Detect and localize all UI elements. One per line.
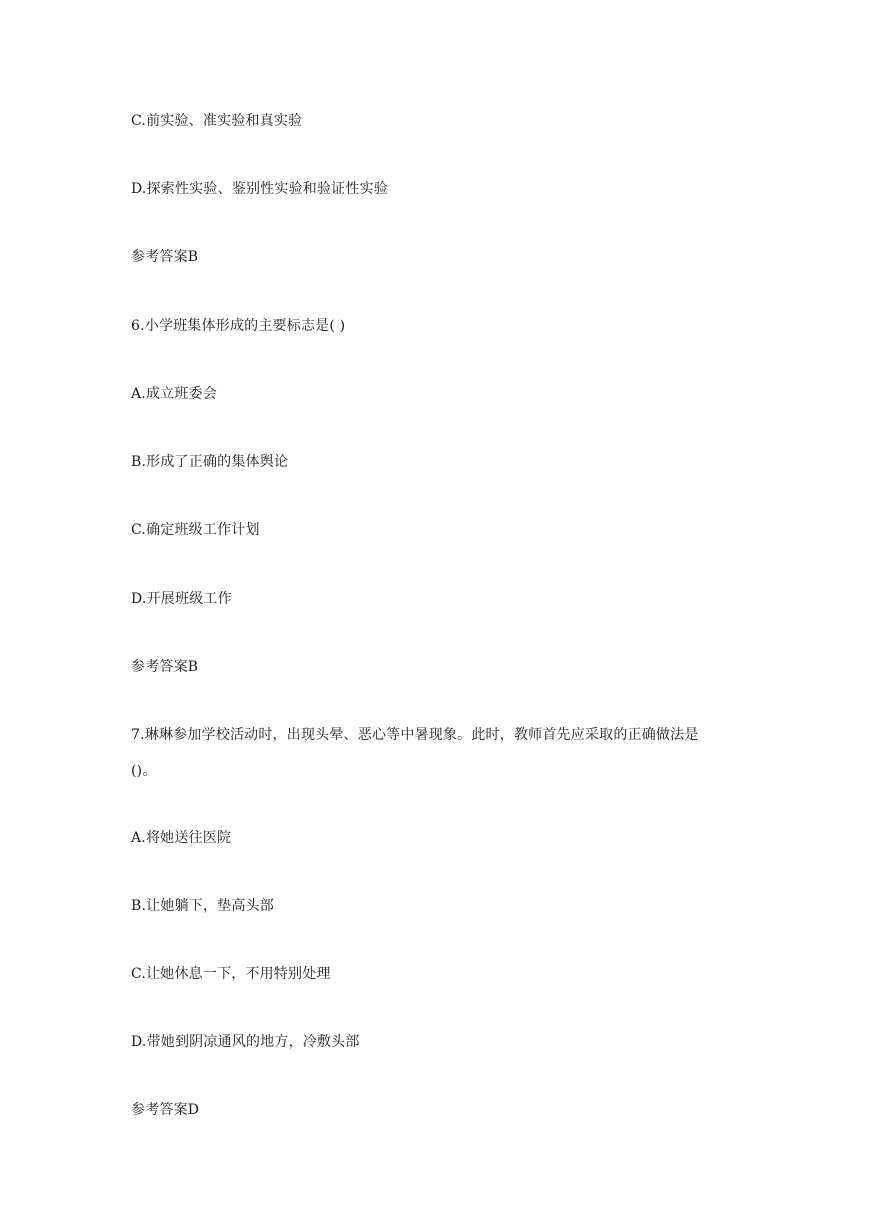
q6-option-d: D.开展班级工作 [131, 591, 232, 607]
q7-answer: 参考答案D [131, 1102, 200, 1118]
q7-stem-line1: 7.琳琳参加学校活动时，出现头晕、恶心等中暑现象。此时，教师首先应采取的正确做法是 [131, 727, 699, 743]
q7-option-c: C.让她休息一下，不用特别处理 [131, 966, 331, 982]
q7-option-b: B.让她躺下，垫高头部 [131, 898, 274, 914]
q6-option-c: C.确定班级工作计划 [131, 522, 260, 538]
q5-option-d: D.探索性实验、鉴别性实验和验证性实验 [131, 181, 388, 197]
q7-option-d: D.带她到阴凉通风的地方，冷敷头部 [131, 1034, 360, 1050]
q5-option-c: C.前实验、准实验和真实验 [131, 113, 303, 129]
q6-option-a: A.成立班委会 [131, 386, 217, 402]
q5-answer: 参考答案B [131, 249, 199, 265]
q7-option-a: A.将她送往医院 [131, 830, 232, 846]
q7-stem-line2: ()。 [131, 763, 157, 779]
q6-stem: 6.小学班集体形成的主要标志是( ) [131, 318, 346, 334]
q6-option-b: B.形成了正确的集体舆论 [131, 454, 289, 470]
q6-answer: 参考答案B [131, 659, 199, 675]
